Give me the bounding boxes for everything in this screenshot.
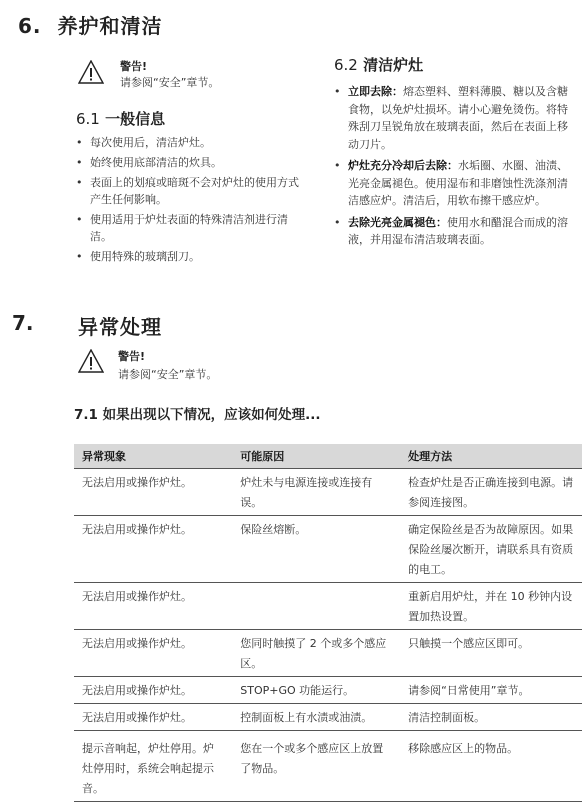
table-row — [74, 516, 582, 583]
warning-icon — [78, 349, 104, 373]
cleaning-list — [334, 83, 578, 249]
cleaning-column — [334, 56, 578, 253]
list-item — [334, 157, 578, 210]
table-cell-cause: 您在一个或多个感应区上放置了物品。 — [232, 731, 400, 802]
list-item: • 使用特殊的玻璃刮刀。 — [76, 248, 308, 265]
table-cell-symptom: 无法启用或操作炉灶。 — [74, 630, 232, 677]
subsection-6-1-number: 6.1 — [76, 110, 100, 128]
list-item — [334, 83, 578, 153]
table-cell-solution: 请参阅“日常使用”章节。 — [400, 677, 582, 704]
section-6-number: 6. — [18, 14, 42, 38]
subsection-6-1-title: 一般信息 — [105, 110, 166, 128]
section-6-heading — [18, 10, 162, 39]
table-row — [74, 677, 582, 704]
subsection-6-2-heading — [334, 54, 578, 75]
table-row — [74, 583, 582, 630]
table-cell-cause — [232, 583, 400, 630]
general-info-list — [76, 134, 308, 265]
table-cell-symptom: 无法启用或操作炉灶。 — [74, 516, 232, 583]
warning-title: 警告! — [118, 350, 146, 363]
table-cell-symptom: 无法启用或操作炉灶。 — [74, 469, 232, 516]
table-cell-solution: 只触摸一个感应区即可。 — [400, 630, 582, 677]
general-info-list-container — [76, 134, 308, 268]
warning-text: 请参阅“安全”章节。 — [118, 368, 218, 381]
subsection-6-1-heading — [76, 108, 165, 129]
table-cell-symptom: 提示音响起，炉灶停用。炉灶停用时，系统会响起提示音。 — [74, 731, 232, 802]
table-cell-solution: 确定保险丝是否为故障原因。如果保险丝屡次断开，请联系具有资质的电工。 — [400, 516, 582, 583]
list-item-lead: 去除光亮金属褪色： — [348, 215, 447, 229]
subsection-6-2-title: 清洁炉灶 — [363, 56, 424, 74]
table-cell-symptom: 无法启用或操作炉灶。 — [74, 583, 232, 630]
list-item: • 使用适用于炉灶表面的特殊清洁剂进行清洁。 — [76, 211, 308, 245]
list-item — [334, 214, 578, 249]
troubleshooting-table — [74, 444, 582, 802]
table-cell-cause: 保险丝熔断。 — [232, 516, 400, 583]
table-cell-symptom: 无法启用或操作炉灶。 — [74, 704, 232, 731]
table-cell-solution: 清洁控制面板。 — [400, 704, 582, 731]
table-cell-cause: 炉灶未与电源连接或连接有误。 — [232, 469, 400, 516]
header-symptom: 异常现象 — [74, 444, 232, 469]
warning-text: 请参阅“安全”章节。 — [120, 76, 220, 89]
warning-icon — [78, 60, 104, 84]
list-item-text: 使用水和醋混合而成的溶液，并用湿布清洁玻璃表面。 — [348, 215, 568, 246]
table-cell-solution: 移除感应区上的物品。 — [400, 731, 582, 802]
table-row — [74, 630, 582, 677]
subsection-6-2-number: 6.2 — [334, 56, 358, 74]
subsection-7-1-heading: 7.1 如果出现以下情况，应该如何处理... — [74, 407, 321, 423]
table-cell-symptom: 无法启用或操作炉灶。 — [74, 677, 232, 704]
table-cell-solution: 检查炉灶是否正确连接到电源。请参阅连接图。 — [400, 469, 582, 516]
header-solution: 处理方法 — [400, 444, 582, 469]
table-row — [74, 731, 582, 802]
list-item-text: 水垢圈、水圈、油渍、光亮金属褪色。使用湿布和非磨蚀性洗涤剂清洁感应炉。清洁后，用软布擦干感应炉。 — [348, 159, 568, 207]
header-cause: 可能原因 — [232, 444, 400, 469]
table-cell-solution: 重新启用炉灶，并在 10 秒钟内设置加热设置。 — [400, 583, 582, 630]
table-cell-cause: 您同时触摸了 2 个或多个感应区。 — [232, 630, 400, 677]
list-item-text: 熔态塑料、塑料薄膜、糖以及含糖食物，以免炉灶损坏。请小心避免烫伤。将特殊刮刀呈锐角放在玻璃表面，然后在表面上移动刀片。 — [348, 85, 568, 151]
list-item-lead: 立即去除： — [348, 85, 403, 98]
table-cell-cause: 控制面板上有水渍或油渍。 — [232, 704, 400, 731]
list-item: • 始终使用底部清洁的炊具。 — [76, 154, 308, 171]
list-item-lead: 炉灶充分冷却后去除： — [348, 159, 458, 172]
section-7-number: 7. — [12, 311, 34, 335]
warning-title: 警告! — [120, 60, 148, 73]
table-row — [74, 469, 582, 516]
table-header-row — [74, 444, 582, 469]
list-item: • 表面上的划痕或暗斑不会对炉灶的使用方式产生任何影响。 — [76, 174, 308, 208]
list-item: • 每次使用后，清洁炉灶。 — [76, 134, 308, 151]
section-7-title: 异常处理 — [78, 315, 162, 339]
table-cell-cause: STOP+GO 功能运行。 — [232, 677, 400, 704]
section-6-title: 养护和清洁 — [57, 14, 163, 38]
table-row — [74, 704, 582, 731]
